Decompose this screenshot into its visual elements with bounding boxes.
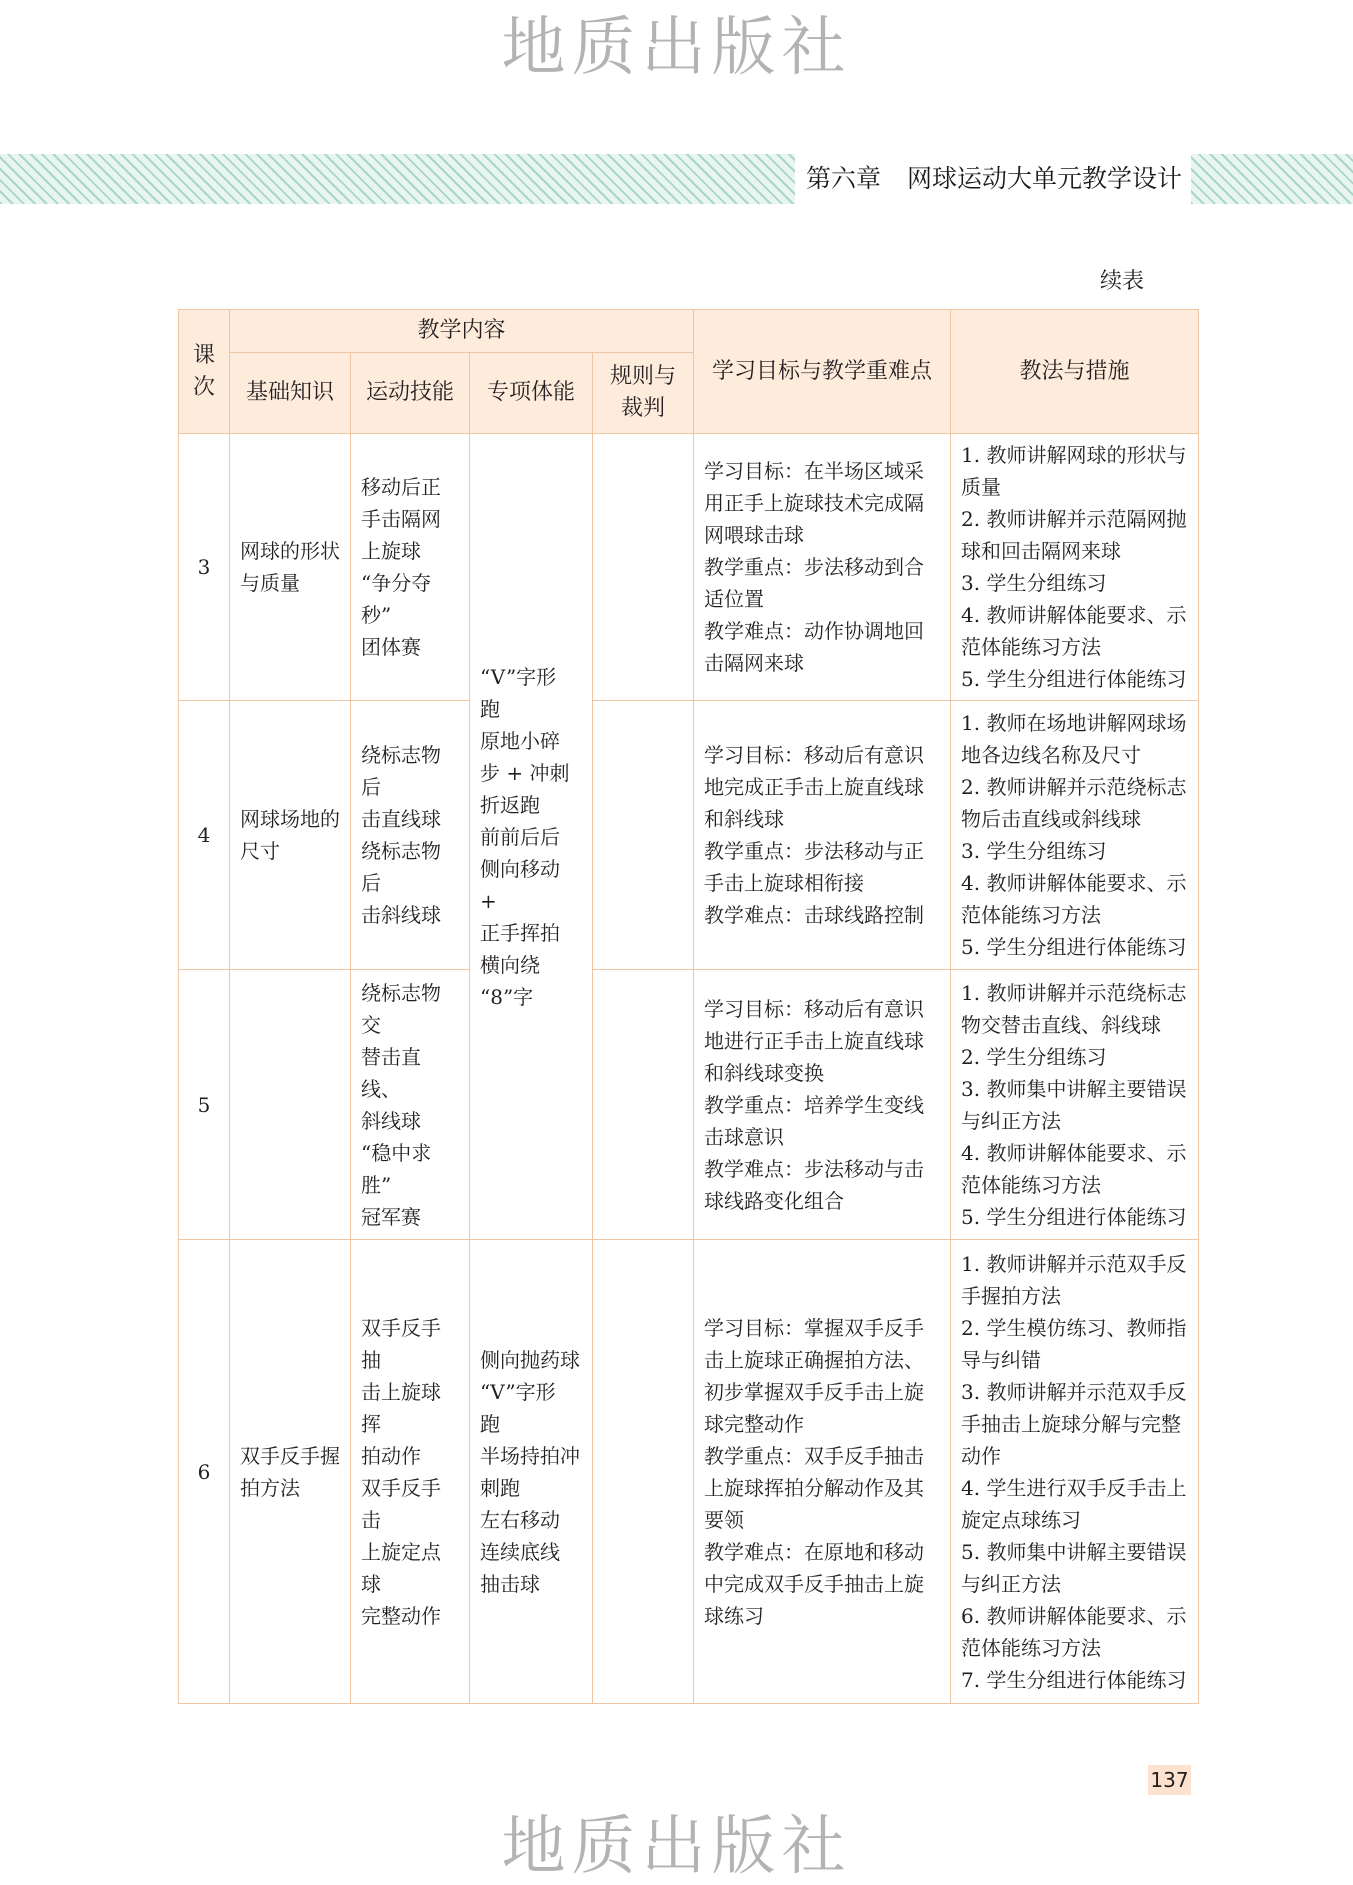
cell-objectives: 学习目标：掌握双手反手 击上旋球正确握拍方法、 初步掌握双手反手击上旋 球完整动作 教学重点：双手反手抽击 上旋球挥拍分解动作及其 要领 教学难点：在原地和移动 中完成双手反手抽击上旋 球练习 <box>694 1240 951 1704</box>
table-header-row <box>179 310 1199 353</box>
cell-lesson: 4 <box>179 701 230 970</box>
chapter-number: 第六章 <box>806 164 882 193</box>
cell-lesson: 6 <box>179 1240 230 1704</box>
table-row <box>179 1240 1199 1704</box>
table-row <box>179 970 1199 1240</box>
page-number: 137 <box>1148 1765 1191 1795</box>
cell-methods: 1. 教师在场地讲解网球场 地各边线名称及尺寸 2. 教师讲解并示范绕标志 物后击直线或斜线球 3. 学生分组练习 4. 教师讲解体能要求、示 范体能练习方法 5. 学生分组进行体能练习 <box>951 701 1199 970</box>
chapter-title: 网球运动大单元教学设计 <box>907 164 1183 193</box>
cell-basic-knowledge: 双手反手握 拍方法 <box>230 1240 351 1704</box>
cell-basic-knowledge: 网球场地的 尺寸 <box>230 701 351 970</box>
header-special-fitness: 专项体能 <box>470 353 593 434</box>
header-band-right <box>1191 154 1353 204</box>
cell-rules-refereeing <box>593 434 694 701</box>
cell-objectives: 学习目标：移动后有意识 地完成正手击上旋直线球 和斜线球 教学重点：步法移动与正 手击上旋球相衔接 教学难点：击球线路控制 <box>694 701 951 970</box>
cell-rules-refereeing <box>593 1240 694 1704</box>
cell-rules-refereeing <box>593 701 694 970</box>
cell-rules-refereeing <box>593 970 694 1240</box>
header-band-left <box>0 154 795 204</box>
cell-motor-skills: 绕标志物后 击直线球 绕标志物后 击斜线球 <box>351 701 470 970</box>
cell-objectives: 学习目标：移动后有意识 地进行正手击上旋直线球 和斜线球变换 教学重点：培养学生变线 击球意识 教学难点：步法移动与击 球线路变化组合 <box>694 970 951 1240</box>
cell-motor-skills: 绕标志物交 替击直线、 斜线球 “稳中求胜” 冠军赛 <box>351 970 470 1240</box>
watermark-top: 地质出版社 <box>501 11 852 85</box>
cell-motor-skills: 双手反手抽 击上旋球挥 拍动作 双手反手击 上旋定点球 完整动作 <box>351 1240 470 1704</box>
cell-methods: 1. 教师讲解并示范绕标志 物交替击直线、斜线球 2. 学生分组练习 3. 教师集中讲解主要错误 与纠正方法 4. 教师讲解体能要求、示 范体能练习方法 5. 学生分组进行体能练习 <box>951 970 1199 1240</box>
table-row <box>179 701 1199 970</box>
cell-methods: 1. 教师讲解网球的形状与 质量 2. 教师讲解并示范隔网抛 球和回击隔网来球 3. 学生分组练习 4. 教师讲解体能要求、示 范体能练习方法 5. 学生分组进行体能练习 <box>951 434 1199 701</box>
continued-label: 续表 <box>1100 269 1145 294</box>
cell-special-fitness-merged: “V”字形 跑 原地小碎 步 + 冲刺 折返跑 前前后后 侧向移动 + 正手挥拍 横向绕 “8”字 <box>470 434 593 1240</box>
header-rules-refereeing: 规则与 裁判 <box>593 353 694 434</box>
header-content: 教学内容 <box>230 310 694 353</box>
cell-special-fitness: 侧向抛药球 “V”字形 跑 半场持拍冲 刺跑 左右移动 连续底线 抽击球 <box>470 1240 593 1704</box>
header-methods: 教法与措施 <box>951 310 1199 434</box>
table-row <box>179 434 1199 701</box>
cell-lesson: 5 <box>179 970 230 1240</box>
cell-basic-knowledge <box>230 970 351 1240</box>
watermark-bottom: 地质出版社 <box>501 1810 852 1884</box>
header-objectives: 学习目标与教学重难点 <box>694 310 951 434</box>
cell-lesson: 3 <box>179 434 230 701</box>
cell-methods: 1. 教师讲解并示范双手反 手握拍方法 2. 学生模仿练习、教师指 导与纠错 3. 教师讲解并示范双手反 手抽击上旋球分解与完整 动作 4. 学生进行双手反手击上 旋定点球练习 5. 教师集中讲解主要错误 与纠正方法 6. 教师讲解体能要求、示 范体能练习方法 7. 学生分组进行体能练习 <box>951 1240 1199 1704</box>
header-lesson: 课 次 <box>179 310 230 434</box>
cell-basic-knowledge: 网球的形状 与质量 <box>230 434 351 701</box>
chapter-heading <box>806 161 1182 197</box>
header-basic-knowledge: 基础知识 <box>230 353 351 434</box>
header-motor-skills: 运动技能 <box>351 353 470 434</box>
cell-motor-skills: 移动后正 手击隔网 上旋球 “争分夺秒” 团体赛 <box>351 434 470 701</box>
cell-objectives: 学习目标：在半场区域采 用正手上旋球技术完成隔 网喂球击球 教学重点：步法移动到合 适位置 教学难点：动作协调地回 击隔网来球 <box>694 434 951 701</box>
lesson-table <box>178 309 1199 1704</box>
